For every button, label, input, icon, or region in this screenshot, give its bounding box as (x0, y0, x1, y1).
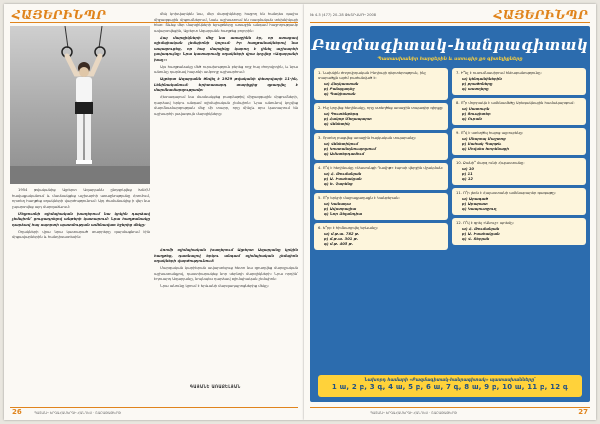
quiz-question (314, 133, 448, 160)
article-paragraph: 1954 թվականից Ալբերտ Ազարյանն ընդգրկվեց ԽՍՀՄ հավաքականում և մասնակցեց աշխարհի առաջնությանը Հռոմում, որտեղ հաղթեց օղակների վարժությունում։ Այդ ժամանակից ի վեր նա չպարտվեց այդ մարզաձևում։ (12, 188, 150, 209)
gymnast-rings-photo (10, 26, 150, 184)
answer-option: գ) Նոր Զելանդիա (324, 212, 363, 216)
quiz-question (452, 188, 586, 215)
article-paragraph: Մարզական կարիերան ավարտելուց հետո նա զբաղվեց մարզչական աշխատանքով, դաստիարակեց նոր սերնդի մարզիկների։ Նրա որդին՝ Էդուարդ Ազարյանը, նույնպես դարձավ օլիմպիական չեմպիոն։ (154, 265, 298, 282)
answer-option: ա) Վենետիկում (324, 142, 358, 146)
quiz-title: Բազմագիտակ-հանրագիտակ (311, 36, 589, 54)
answer-option: բ) մ.թ.ա. 301 թ. (324, 237, 359, 241)
answer-option: բ) Յուպիտեր (462, 112, 491, 116)
answer-option: ա) Սատուրն (462, 107, 490, 111)
quiz-question (452, 218, 586, 245)
answer-option: բ) Կոստանդնուպոլսում (324, 147, 376, 151)
article-column-left (12, 188, 150, 242)
answer-option: բ) Սահակ Պարթև (462, 142, 502, 146)
article-paragraph: Մելբուռնի օլիմպիական խաղերում նա կրկին դարձավ չեմպիոն՝ ցուցադրելով անթերի կատարում։ Նրա հաղթանակը դարձավ հայ սպորտի պատմության ամենավառ էջերից մեկը։ (12, 211, 150, 227)
article-column-right-top (154, 12, 298, 119)
question-text: 11. Ո՞ր լեռն է Հայաստանի ամենաբարձր գագաթը։ (456, 191, 556, 195)
answer-option: գ) Ե. Չարենց (324, 182, 353, 186)
answer-option: ա) Հնդկաստան (324, 82, 359, 86)
question-text: 3. Որտեղ բացվեց առաջին հայկական տպարանը։ (318, 136, 417, 140)
answers-label: Նախորդ համարի «Բազմագիտակ-հանրագիտակ» պատասխանները՝ (364, 377, 536, 382)
answer-option: գ) Մովսես Խորենացի (462, 147, 510, 151)
magazine-spread (4, 4, 596, 420)
article-paragraph: Օղակների վրա նրա կատարած տարրերը զարմացնում էին մրցավարներին և հանդիսատեսին։ (12, 229, 150, 240)
answer-option: ա) Հ. Թումանյան (462, 227, 500, 231)
right-page (304, 4, 596, 420)
quiz-question (314, 163, 448, 190)
answer-option: գ) Ուրան (462, 117, 482, 121)
footer-text: ՊԱՏԱՆԻ ԵՐԳԱՀԱՄԵՐԳԻ ՀԱՆԴԵՍ · ՇԱԲԱԹԱԹԵՐԹ (370, 411, 457, 415)
quiz-column-right (452, 68, 586, 248)
quiz-question (452, 158, 586, 185)
question-text: 2. Ինչ կոչվեց հեղինակը, որը ստեղծեց առաջին տպագիր գիրքը։ (318, 106, 444, 110)
answer-option: գ) Պակիստան (324, 92, 356, 96)
article-paragraph: Հայ մարզիկների մեջ նա առաջինն էր, որ ստացավ օլիմպիական չեմպիոնի կոչում։ Իր հաղթանակներով նա ապացուցեց, որ հայ մարզիկը կարող է լինել աշխարհի լավագույնը։ Նրա կատարումը օղակների վրա կոչվեց «Ազարյանի խաչ»։ (154, 35, 298, 62)
left-page (4, 4, 304, 420)
answer-option: բ) Ա. Իսահակյան (324, 177, 362, 181)
quiz-question (452, 68, 586, 95)
answer-option: ա) մ.թ.ա. 782 թ. (324, 232, 360, 236)
author-signature: ԳԱՅԱՆԵ ԱՌԱՔԵԼՅԱՆ (190, 384, 241, 389)
answer-option: ա) կենդանիներին (462, 77, 502, 81)
question-text: 4. Ո՞վ է հեղինակը «Սասունցի Դավիթ» էպոսի վերջին մշակման։ (318, 166, 443, 170)
question-text: 5. Ո՞ր երկրի մայրաքաղաքն է Կանբերան։ (318, 196, 400, 200)
quiz-question (314, 223, 448, 250)
quiz-question (314, 103, 448, 130)
question-text: 12. Ո՞վ է գրել «Անուշ» պոեմը։ (456, 221, 514, 225)
issue-info: № 4-5 (477) 20–28 ՓԵՏՐՎԱՐԻ 2008 (310, 13, 377, 17)
gymnast-illustration-icon (10, 26, 150, 184)
answer-option: բ) Բանգլադեշ (324, 87, 355, 91)
answer-option: գ) Վ. Տերյան (462, 237, 490, 241)
answer-option: գ) Կապուտջուղ (462, 207, 497, 211)
article-paragraph: Ալբերտ Ազարյանն ծնվել է 1929 թվականի փետրվարի 11-ին, Լենինականում։ Երիտասարդ տարիքից զբաղվել է մարմնամարզությամբ։ (154, 77, 298, 93)
answer-option: բ) բրածոները (462, 82, 493, 86)
answer-option: բ) Ա. Իսահակյան (462, 232, 500, 236)
footer-rule (10, 407, 298, 408)
answer-option: գ) 12 (462, 177, 473, 181)
quiz-panel (310, 26, 590, 402)
quiz-column-left (314, 68, 448, 253)
answer-option: ա) Կանադա (324, 202, 351, 206)
answers-value: 1 ա, 2 բ, 3 գ, 4 ա, 5 բ, 6 ա, 7 գ, 8 ա, 9 բ, 10 ա, 11 բ, 12 գ (331, 383, 569, 391)
article-paragraph: Այս հաղթանակը մեծ ուրախություն բերեց ողջ հայ ժողովրդին, և նրա անունը դարձավ հայտնի ամբողջ աշխարհում։ (154, 64, 298, 75)
answer-option: գ) Ամստերդամում (324, 152, 365, 156)
answer-option: ա) Արագած (462, 197, 488, 201)
left-page-footer (10, 407, 298, 417)
footer-text: ՊԱՏԱՆԻ ԵՐԳԱՀԱՄԵՐԳԻ ՀԱՆԴԵՍ · ՇԱԲԱԹԱԹԵՐԹ (34, 411, 121, 415)
answer-option: բ) 11 (462, 172, 473, 176)
magazine-logo: ՀԱՅԵՐԻՆՊՐ (493, 8, 588, 22)
article-column-right-bottom (154, 248, 298, 291)
answer-option: ա) Գուտենբերգ (324, 112, 359, 116)
answer-option: ա) 10 (462, 167, 474, 171)
question-text: 6. Ե՞րբ է հիմնադրվել Երևանը։ (318, 226, 378, 230)
answer-option: ա) Հ. Թումանյան (324, 172, 362, 176)
quiz-question (314, 193, 448, 220)
right-page-header (310, 8, 590, 26)
article-paragraph: մեկ կոխվարկեն նա, մեր մարզիկները հաջող են հանդես գալիս միջազգային մրցումներում, նաև աշխատում են ռազմական տեխնիկայի հետ։ Տևեց մեր մարզիկների ելույթները առաջին անգամ հաջողությամբ ավարտվեցին, Ալբերտ Ազարյանն հաղթեց բոլորին։ (154, 12, 298, 33)
quiz-question (452, 98, 586, 125)
right-page-footer (310, 407, 590, 417)
article-paragraph: Նրա անունը կրում է Երևանի մարզադպրոցներից մեկը։ (160, 283, 269, 288)
question-text: 8. Ո՞ր մոլորակն է ամենամեծը Արեգակնային համակարգում։ (456, 101, 575, 105)
page-number: 26 (12, 408, 22, 416)
answer-option: բ) Ավստրալիա (324, 207, 357, 211)
question-text: 1. Նախկին ժողովրդական Ինդիայի գերտերություն, ինչ տարածքն այժմ բաժանված է։ (318, 71, 426, 80)
answer-option: բ) Հակոբ Մեղապարտ (324, 117, 372, 121)
answer-option: ա) Մեսրոպ Մաշտոց (462, 137, 506, 141)
magazine-logo: ՀԱՅԵՐԻՆՊՐ (12, 8, 107, 22)
answer-option: բ) Արարատ (462, 202, 488, 206)
footer-rule (310, 407, 590, 408)
answer-option: գ) մ.թ. 405 թ. (324, 242, 354, 246)
question-text: 7. Ի՞նչ է ուսումնասիրում հնէաբանությունը։ (456, 71, 542, 75)
quiz-question (314, 68, 448, 100)
quiz-question (452, 128, 586, 155)
article-paragraph: Հետագայում նա մասնակցեց բազմաթիվ միջազգային մրցումների, դարձավ երկու անգամ օլիմպիական չեմպիոն։ Նրա անունով կոչվեց մարմնամարզության մեջ մի տարր, որը մինչև օրս կատարում են աշխարհի լավագույն մարզիկները։ (154, 95, 298, 116)
answer-option: գ) Վենետիկ (324, 122, 350, 126)
header-rule (310, 22, 590, 23)
quiz-subtitle: Պատասխանիր հարցերին և ստուգիր քո գիտելիքները (377, 57, 523, 62)
previous-answers-box (318, 375, 582, 397)
page-number: 27 (578, 408, 588, 416)
question-text: 9. Ո՞վ է ստեղծել հայոց այբուբենը։ (456, 131, 524, 135)
answer-option: գ) աստղերը (462, 87, 489, 91)
question-text: 10. Քանի՞ մարզ ունի Հայաստանը։ (456, 161, 525, 165)
article-paragraph: Հռոմի օլիմպիական խաղերում Ալբերտ Ազարյանը կրկին հաղթեց, դառնալով երկու անգամ օլիմպիական չեմպիոն օղակների վարժությունում։ (154, 248, 298, 264)
